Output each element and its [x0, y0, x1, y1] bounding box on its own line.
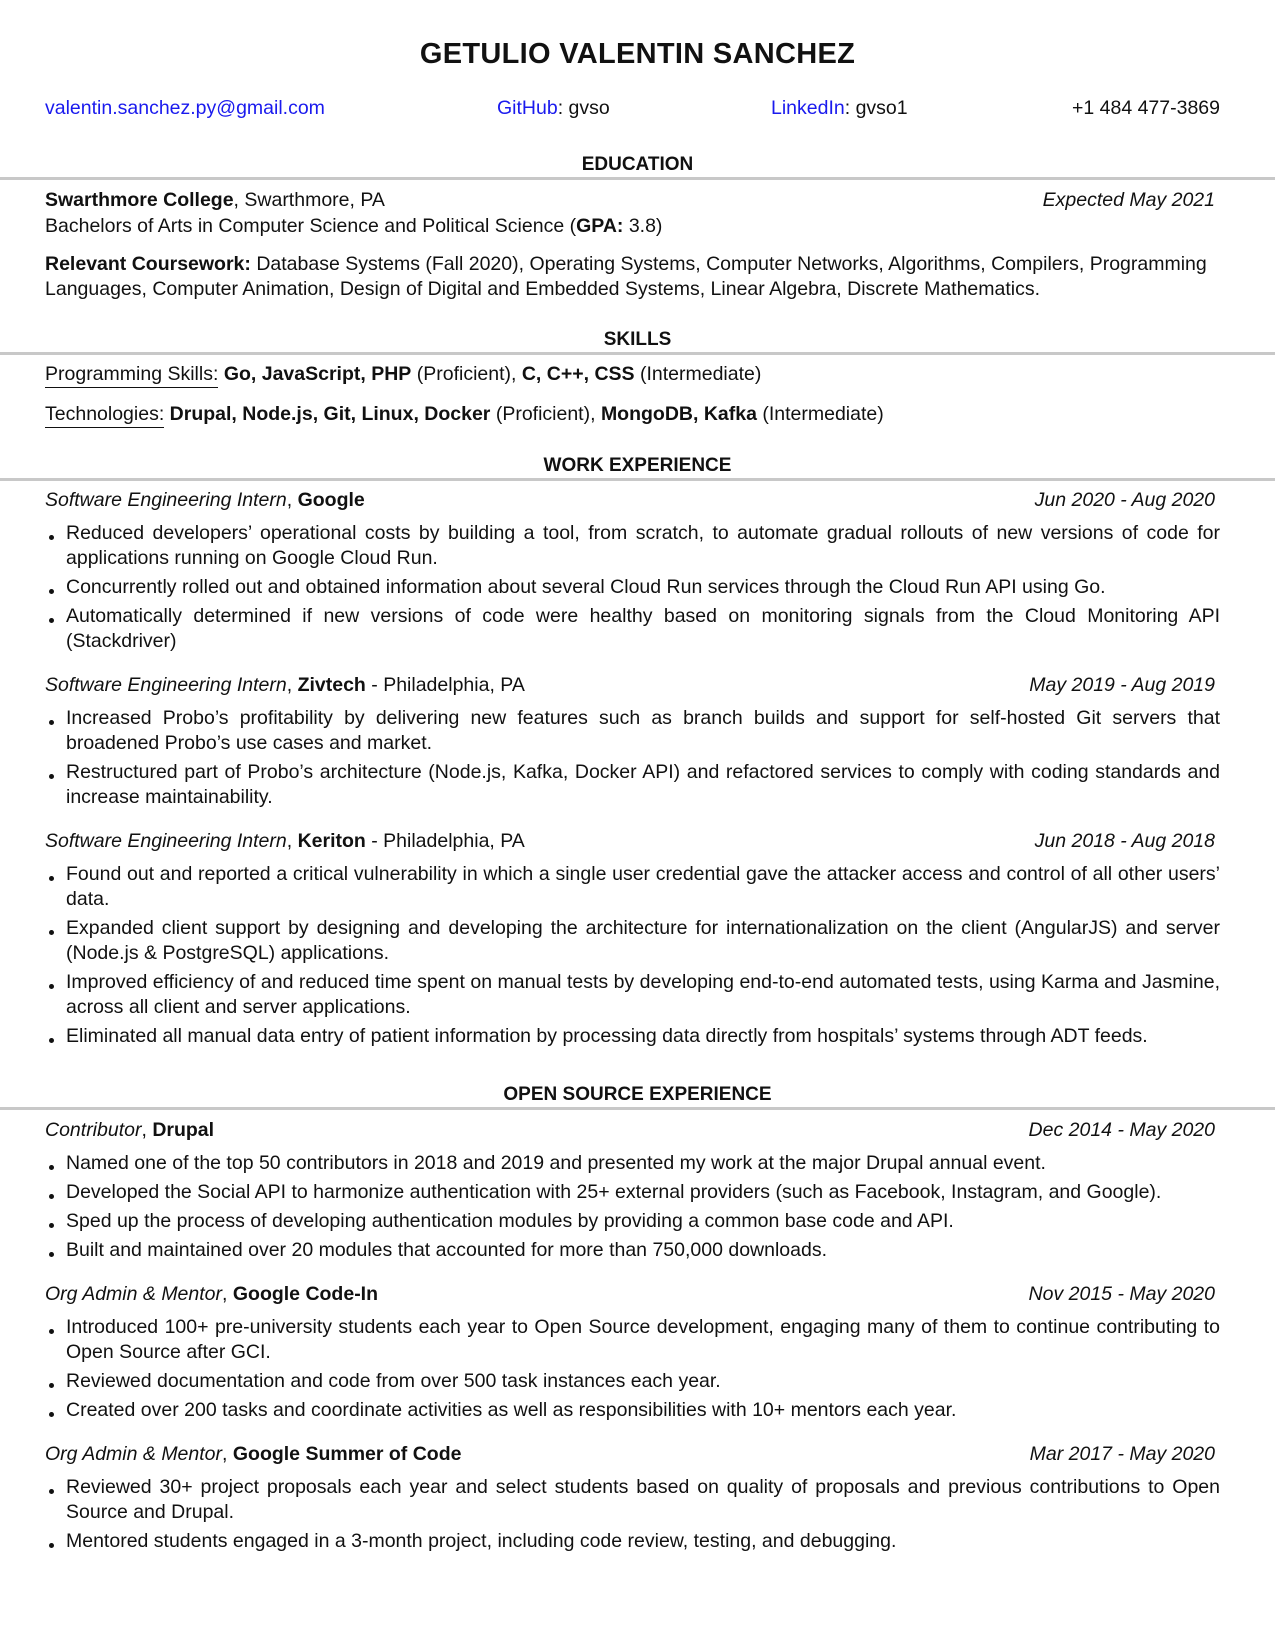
bullet-list	[45, 1475, 1220, 1554]
organization-name: Keriton	[297, 830, 366, 852]
skill-text: (Intermediate)	[756, 403, 884, 425]
experience-entry	[45, 1282, 1220, 1423]
school-name: Swarthmore College	[45, 189, 234, 211]
bullet-item: Reduced developers’ operational costs by building a tool, from scratch, to automate gradual rollouts of new versions of code for applications running on Google Cloud Run.	[45, 521, 1220, 571]
skill-text: C, C++, CSS	[521, 363, 635, 385]
bullet-item: Developed the Social API to harmonize authentication with 25+ external providers (such as Facebook, Instagram, and Google).	[45, 1180, 1220, 1205]
entry-header: Org Admin & Mentor, Google Summer of Code Mar 2017 - May 2020	[45, 1443, 1215, 1465]
bullet-item: Eliminated all manual data entry of patient information by processing data directly from hospitals’ systems through ADT feeds.	[45, 1024, 1220, 1049]
github-link[interactable]: GitHub	[497, 97, 558, 119]
experience-entry	[45, 488, 1220, 654]
skill-text: Drupal, Node.js, Git, Linux, Docker	[169, 403, 491, 425]
school-location: , Swarthmore, PA	[233, 189, 385, 211]
bullet-item: Mentored students engaged in a 3-month project, including code review, testing, and debugging.	[45, 1529, 1220, 1554]
experience-entry	[45, 673, 1220, 810]
entry-header: Org Admin & Mentor, Google Code-In Nov 2015 - May 2020	[45, 1283, 1215, 1305]
skills-section	[45, 362, 1220, 427]
resume-name: GETULIO VALENTIN SANCHEZ	[419, 38, 856, 70]
skill-text: (Proficient),	[411, 363, 522, 385]
bullet-item: Reviewed documentation and code from over 500 task instances each year.	[45, 1369, 1220, 1394]
bullet-item: Built and maintained over 20 modules that accounted for more than 750,000 downloads.	[45, 1238, 1220, 1263]
bullet-item: Concurrently rolled out and obtained information about several Cloud Run services through the Cloud Run API using Go.	[45, 575, 1220, 600]
bullet-item: Sped up the process of developing authentication modules by providing a common base code and API.	[45, 1209, 1220, 1234]
work-heading: WORK EXPERIENCE	[0, 453, 1275, 481]
open-source-heading: OPEN SOURCE EXPERIENCE	[0, 1082, 1275, 1110]
bullet-list	[45, 1151, 1220, 1263]
entry-location: - Philadelphia, PA	[365, 830, 525, 852]
bullet-item: Improved efficiency of and reduced time spent on manual tests by developing end-to-end automated tests, using Karma and Jasmine, across all client and server applications.	[45, 970, 1220, 1020]
gpa-label: GPA:	[576, 215, 624, 237]
organization-name: Zivtech	[297, 674, 366, 696]
coursework-list: Database Systems (Fall 2020), Operating Systems, Computer Networks, Algorithms, Compilers, Programming Languages, Computer Animation, Design of Digital and Embedded Systems, Linear Algebra, Discrete Mathematics.	[45, 253, 1207, 300]
github-handle: : gvso	[557, 97, 610, 119]
entry-header: Software Engineering Intern, Google Jun 2020 - Aug 2020	[45, 489, 1215, 511]
role-title: Software Engineering Intern	[45, 830, 287, 852]
bullet-list	[45, 706, 1220, 810]
skills-heading: SKILLS	[0, 327, 1275, 355]
entry-header: Contributor, Drupal Dec 2014 - May 2020	[45, 1119, 1215, 1141]
bullet-item: Expanded client support by designing and developing the architecture for internationalization on the client (AngularJS) and server (Node.js & PostgreSQL) applications.	[45, 916, 1220, 966]
bullet-list	[45, 862, 1220, 1049]
bullet-item: Restructured part of Probo’s architecture (Node.js, Kafka, Docker API) and refactored services to comply with coding standards and increase maintainability.	[45, 760, 1220, 810]
open-source-section	[45, 1118, 1220, 1554]
organization-name: Google Code-In	[232, 1283, 379, 1305]
entry-location: - Philadelphia, PA	[365, 674, 525, 696]
bullet-item: Introduced 100+ pre-university students each year to Open Source development, engaging many of them to continue contributing to Open Source after GCI.	[45, 1315, 1220, 1365]
entry-header: Software Engineering Intern, Zivtech - Philadelphia, PA May 2019 - Aug 2019	[45, 674, 1215, 696]
skill-line	[45, 362, 1220, 387]
entry-dates: Nov 2015 - May 2020	[1028, 1283, 1215, 1305]
coursework	[45, 252, 1220, 302]
bullet-item: Created over 200 tasks and coordinate activities as well as responsibilities with 10+ mentors each year.	[45, 1398, 1220, 1423]
entry-dates: Jun 2020 - Aug 2020	[1034, 489, 1215, 511]
education-section	[45, 188, 1220, 302]
entry-dates: Dec 2014 - May 2020	[1028, 1119, 1215, 1141]
experience-entry	[45, 829, 1220, 1049]
education-heading: EDUCATION	[0, 152, 1275, 180]
linkedin-handle: : gvso1	[844, 97, 908, 119]
degree: Bachelors of Arts in Computer Science and Political Science (	[45, 215, 577, 237]
role-title: Software Engineering Intern	[45, 674, 287, 696]
work-section	[45, 488, 1220, 1049]
contact-row	[0, 96, 1275, 121]
entry-dates: Mar 2017 - May 2020	[1029, 1443, 1215, 1465]
email-link[interactable]: valentin.sanchez.py@gmail.com	[45, 97, 325, 119]
entry-dates: May 2019 - Aug 2019	[1029, 674, 1215, 696]
role-title: Contributor	[45, 1119, 142, 1141]
skill-text: (Proficient),	[490, 403, 601, 425]
linkedin-contact	[771, 96, 908, 121]
role-title: Org Admin & Mentor	[45, 1443, 223, 1465]
entry-dates: Jun 2018 - Aug 2018	[1034, 830, 1215, 852]
bullet-item: Reviewed 30+ project proposals each year and select students based on quality of proposals and previous contributions to Open Source and Drupal.	[45, 1475, 1220, 1525]
experience-entry	[45, 1118, 1220, 1263]
role-title: Org Admin & Mentor	[45, 1283, 223, 1305]
skill-label: Programming Skills:	[45, 363, 218, 388]
organization-name: Google	[297, 489, 365, 511]
experience-entry	[45, 1442, 1220, 1554]
degree-line	[45, 214, 1220, 239]
school-row	[45, 188, 1220, 213]
education-dates: Expected May 2021	[1042, 189, 1215, 211]
phone-number: +1 484 477-3869	[1071, 97, 1220, 119]
skill-text: (Intermediate)	[634, 363, 762, 385]
bullet-item: Automatically determined if new versions of code were healthy based on monitoring signals from the Cloud Monitoring API (Stackdriver)	[45, 604, 1220, 654]
bullet-list	[45, 521, 1220, 654]
bullet-item: Named one of the top 50 contributors in 2018 and 2019 and presented my work at the major Drupal annual event.	[45, 1151, 1220, 1176]
bullet-item: Found out and reported a critical vulnerability in which a single user credential gave the attacker access and control of all other users’ data.	[45, 862, 1220, 912]
organization-name: Drupal	[152, 1119, 215, 1141]
gpa-value: 3.8)	[623, 215, 663, 237]
skill-line	[45, 402, 1220, 427]
skill-label: Technologies:	[45, 403, 164, 428]
bullet-list	[45, 1315, 1220, 1423]
skill-text: Go, JavaScript, PHP	[223, 363, 412, 385]
role-title: Software Engineering Intern	[45, 489, 287, 511]
entry-header: Software Engineering Intern, Keriton - Philadelphia, PA Jun 2018 - Aug 2018	[45, 830, 1215, 852]
skill-text: MongoDB, Kafka	[600, 403, 757, 425]
bullet-item: Increased Probo’s profitability by delivering new features such as branch builds and support for self-hosted Git servers that broadened Probo’s use cases and market.	[45, 706, 1220, 756]
organization-name: Google Summer of Code	[232, 1443, 462, 1465]
linkedin-link[interactable]: LinkedIn	[771, 97, 845, 119]
coursework-label: Relevant Coursework:	[45, 253, 251, 275]
github-contact	[497, 96, 610, 121]
